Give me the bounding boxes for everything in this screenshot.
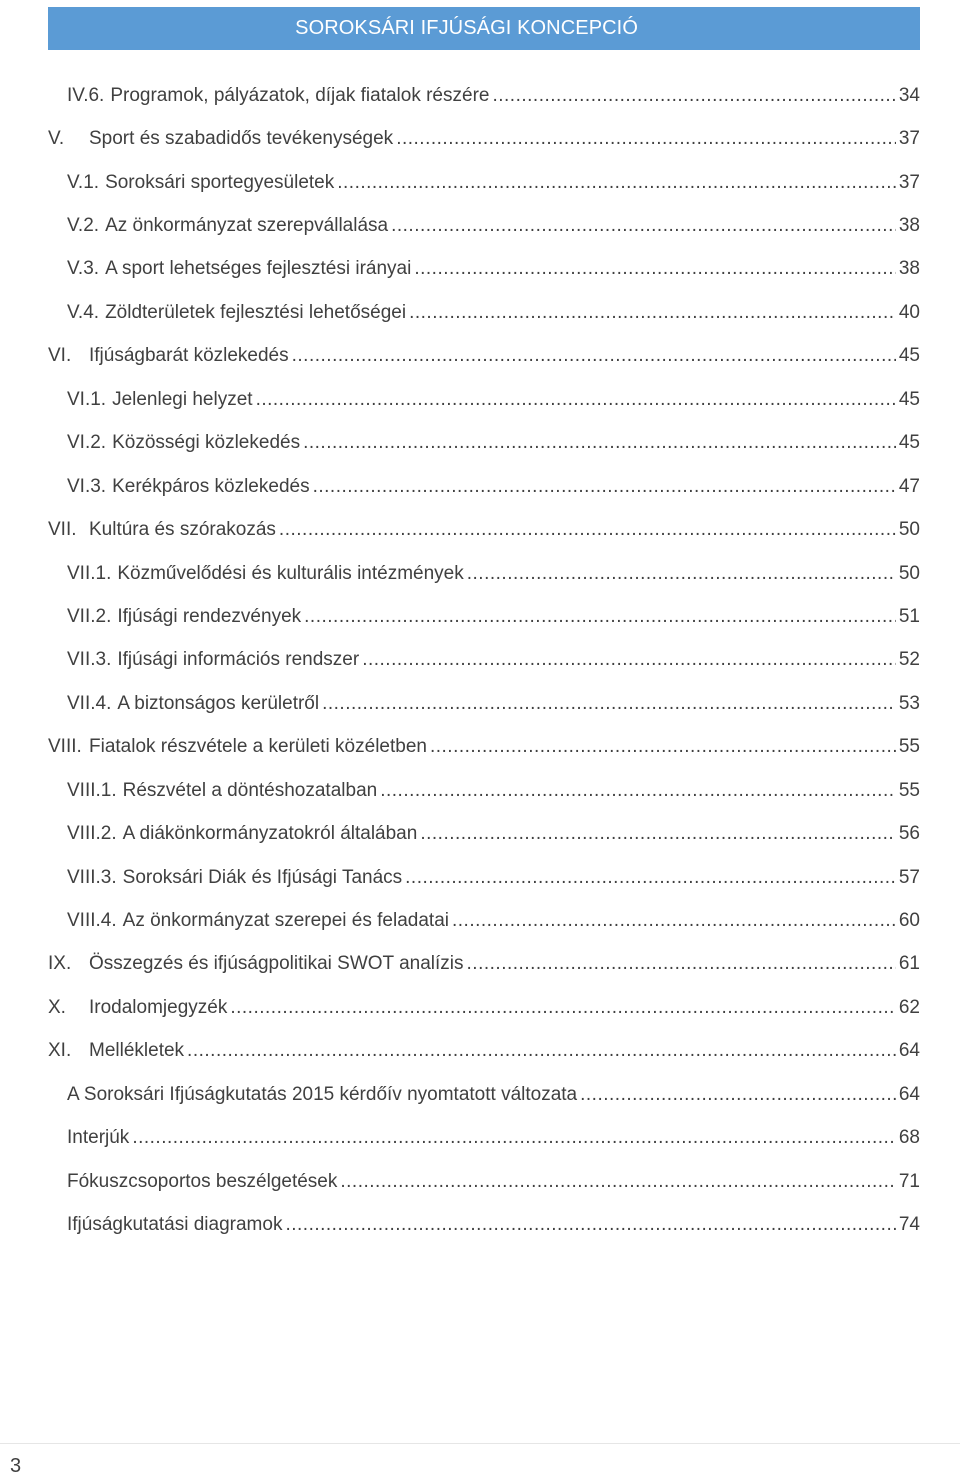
- toc-dot-leader: [391, 215, 896, 237]
- toc-entry-number: X.: [48, 996, 66, 1018]
- toc-entry-label: Mellékletek: [89, 1040, 185, 1062]
- toc-entry-number: VI.1.: [67, 388, 107, 410]
- toc-entry-page: 47: [898, 475, 920, 497]
- table-of-contents: [48, 74, 920, 1247]
- toc-entry[interactable]: [48, 812, 920, 855]
- toc-entry-page: 38: [898, 258, 920, 280]
- toc-entry[interactable]: [48, 682, 920, 725]
- toc-entry-page: 45: [898, 432, 920, 454]
- toc-entry-number: V.1.: [67, 171, 100, 193]
- toc-entry-page: 64: [898, 1083, 920, 1105]
- toc-entry-page: 60: [898, 910, 920, 932]
- toc-dot-leader: [467, 953, 896, 975]
- toc-entry-page: 53: [898, 692, 920, 714]
- toc-dot-leader: [380, 780, 896, 802]
- toc-entry[interactable]: [48, 552, 920, 595]
- toc-entry-number: VIII.2.: [67, 823, 117, 845]
- footer-divider: [0, 1443, 960, 1444]
- toc-entry-label: Közművelődési és kulturális intézmények: [117, 562, 464, 584]
- toc-entry[interactable]: [48, 899, 920, 942]
- toc-entry-number: VII.1.: [67, 562, 112, 584]
- toc-dot-leader: [303, 432, 896, 454]
- toc-entry-label: Az önkormányzat szerepei és feladatai: [122, 910, 449, 932]
- toc-dot-leader: [187, 1040, 896, 1062]
- toc-dot-leader: [292, 345, 896, 367]
- toc-entry-label: Fókuszcsoportos beszélgetések: [67, 1170, 338, 1192]
- toc-entry[interactable]: [48, 1117, 920, 1160]
- toc-entry-page: 55: [898, 779, 920, 801]
- toc-dot-leader: [362, 649, 896, 671]
- toc-entry[interactable]: [48, 204, 920, 247]
- toc-entry-page: 50: [898, 519, 920, 541]
- toc-entry-page: 62: [898, 996, 920, 1018]
- toc-entry-page: 37: [898, 128, 920, 150]
- page-header: [48, 7, 920, 50]
- toc-entry[interactable]: [48, 1030, 920, 1073]
- toc-dot-leader: [285, 1214, 895, 1236]
- toc-entry-label: Közösségi közlekedés: [112, 432, 301, 454]
- toc-entry-number: VII.2.: [67, 605, 112, 627]
- toc-entry-label: A diákönkormányzatokról általában: [122, 823, 418, 845]
- toc-entry-page: 68: [898, 1127, 920, 1149]
- toc-dot-leader: [337, 172, 896, 194]
- toc-entry-page: 37: [898, 171, 920, 193]
- toc-entry[interactable]: [48, 986, 920, 1029]
- toc-entry-label: Interjúk: [67, 1127, 130, 1149]
- toc-dot-leader: [313, 476, 896, 498]
- toc-dot-leader: [492, 85, 895, 107]
- toc-entry-page: 45: [898, 345, 920, 367]
- toc-entry-label: A sport lehetséges fejlesztési irányai: [105, 258, 412, 280]
- toc-entry-number: VIII.3.: [67, 866, 117, 888]
- toc-entry-page: 56: [898, 823, 920, 845]
- toc-entry-page: 61: [898, 953, 920, 975]
- toc-entry[interactable]: [48, 422, 920, 465]
- toc-entry-number: V.: [48, 128, 65, 150]
- toc-entry[interactable]: [48, 161, 920, 204]
- toc-entry-label: Programok, pályázatok, díjak fiatalok részére: [110, 84, 490, 106]
- toc-dot-leader: [467, 563, 896, 585]
- page-number: 3: [10, 1455, 22, 1477]
- toc-entry-page: 57: [898, 866, 920, 888]
- toc-entry-page: 71: [898, 1170, 920, 1192]
- toc-entry[interactable]: [48, 117, 920, 160]
- toc-entry-label: Kerékpáros közlekedés: [112, 475, 310, 497]
- toc-entry-label: Jelenlegi helyzet: [112, 388, 253, 410]
- toc-entry-number: VI.: [48, 345, 72, 367]
- toc-dot-leader: [304, 606, 896, 628]
- toc-entry[interactable]: [48, 1160, 920, 1203]
- toc-entry-number: VIII.4.: [67, 910, 117, 932]
- toc-entry[interactable]: [48, 378, 920, 421]
- toc-entry-label: Ifjúságbarát közlekedés: [89, 345, 289, 367]
- toc-entry-label: Zöldterületek fejlesztési lehetőségei: [105, 301, 407, 323]
- toc-entry-page: 51: [898, 605, 920, 627]
- toc-dot-leader: [279, 519, 896, 541]
- toc-entry-label: Kultúra és szórakozás: [89, 519, 276, 541]
- toc-entry-page: 45: [898, 388, 920, 410]
- toc-entry-page: 38: [898, 215, 920, 237]
- toc-entry-number: VI.2.: [67, 432, 107, 454]
- toc-dot-leader: [580, 1084, 896, 1106]
- toc-entry[interactable]: [48, 639, 920, 682]
- toc-entry-label: Részvétel a döntéshozatalban: [122, 779, 378, 801]
- toc-dot-leader: [132, 1127, 896, 1149]
- toc-entry-number: VIII.: [48, 736, 82, 758]
- toc-entry-page: 64: [898, 1040, 920, 1062]
- toc-dot-leader: [420, 823, 896, 845]
- toc-dot-leader: [430, 736, 896, 758]
- toc-dot-leader: [396, 128, 896, 150]
- toc-entry-page: 55: [898, 736, 920, 758]
- toc-entry-number: V.3.: [67, 258, 100, 280]
- toc-entry-number: VII.3.: [67, 649, 112, 671]
- toc-entry-label: A Soroksári Ifjúságkutatás 2015 kérdőív nyomtatott változata: [67, 1083, 578, 1105]
- toc-entry-number: V.2.: [67, 215, 100, 237]
- toc-entry-number: VIII.1.: [67, 779, 117, 801]
- toc-entry-page: 40: [898, 301, 920, 323]
- toc-entry-label: Az önkormányzat szerepvállalása: [105, 215, 389, 237]
- toc-entry[interactable]: [48, 726, 920, 769]
- toc-entry[interactable]: [48, 508, 920, 551]
- toc-entry[interactable]: [48, 769, 920, 812]
- toc-entry[interactable]: [48, 335, 920, 378]
- toc-entry-page: 34: [898, 84, 920, 106]
- toc-dot-leader: [230, 997, 896, 1019]
- toc-entry-number: XI.: [48, 1040, 72, 1062]
- toc-entry[interactable]: [48, 248, 920, 291]
- toc-entry-label: Soroksári Diák és Ifjúsági Tanács: [122, 866, 403, 888]
- toc-entry-number: VII.: [48, 519, 77, 541]
- toc-entry-page: 50: [898, 562, 920, 584]
- toc-entry-number: VI.3.: [67, 475, 107, 497]
- toc-entry-label: Ifjúsági rendezvények: [117, 605, 302, 627]
- toc-entry[interactable]: [48, 595, 920, 638]
- toc-entry[interactable]: [48, 465, 920, 508]
- document-title: SOROKSÁRI IFJÚSÁGI KONCEPCIÓ: [295, 17, 638, 39]
- toc-entry[interactable]: [48, 943, 920, 986]
- toc-entry-page: 52: [898, 649, 920, 671]
- toc-dot-leader: [256, 389, 896, 411]
- toc-entry[interactable]: [48, 856, 920, 899]
- toc-dot-leader: [322, 693, 896, 715]
- toc-entry-label: Ifjúsági információs rendszer: [117, 649, 360, 671]
- toc-entry-label: Soroksári sportegyesületek: [105, 171, 335, 193]
- toc-entry[interactable]: [48, 1203, 920, 1246]
- toc-entry-number: IX.: [48, 953, 72, 975]
- toc-entry-number: VII.4.: [67, 692, 112, 714]
- toc-entry-number: IV.6.: [67, 84, 105, 106]
- toc-dot-leader: [340, 1171, 895, 1193]
- toc-dot-leader: [409, 302, 896, 324]
- toc-dot-leader: [405, 867, 896, 889]
- toc-entry[interactable]: [48, 74, 920, 117]
- toc-entry-label: Ifjúságkutatási diagramok: [67, 1214, 283, 1236]
- toc-entry-page: 74: [898, 1214, 920, 1236]
- toc-dot-leader: [414, 258, 896, 280]
- toc-entry-label: Irodalomjegyzék: [89, 996, 228, 1018]
- toc-entry-label: A biztonságos kerületről: [117, 692, 320, 714]
- toc-dot-leader: [452, 910, 896, 932]
- toc-entry[interactable]: [48, 1073, 920, 1116]
- toc-entry-label: Összegzés és ifjúságpolitikai SWOT analízis: [89, 953, 464, 975]
- toc-entry-number: V.4.: [67, 301, 100, 323]
- toc-entry-label: Fiatalok részvétele a kerületi közéletben: [89, 736, 427, 758]
- toc-entry-label: Sport és szabadidős tevékenységek: [89, 128, 394, 150]
- toc-entry[interactable]: [48, 291, 920, 334]
